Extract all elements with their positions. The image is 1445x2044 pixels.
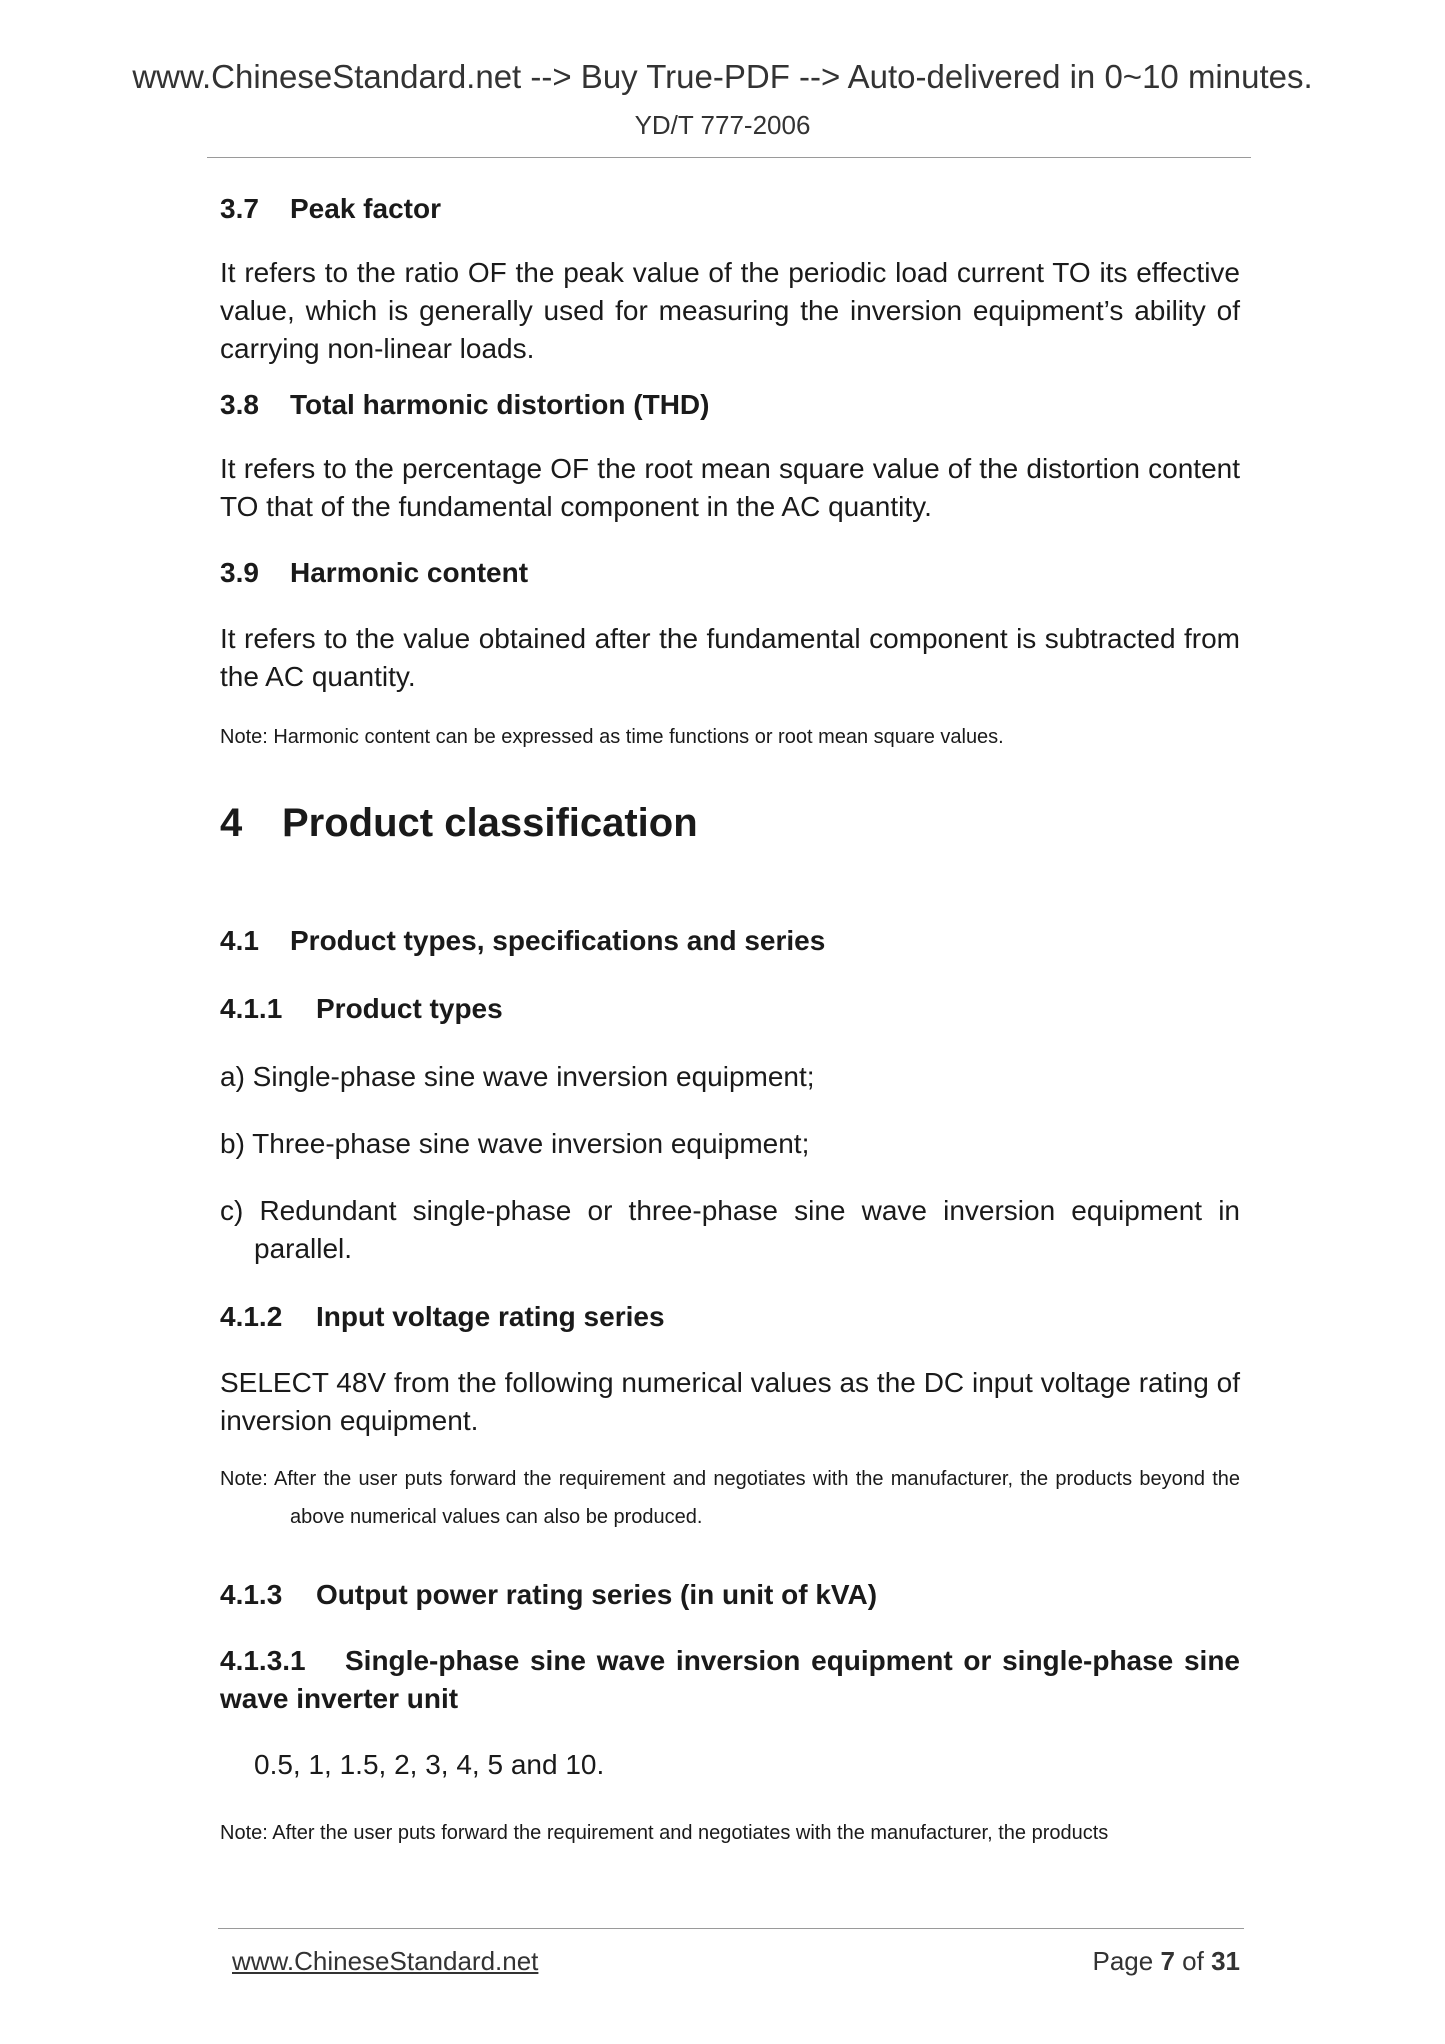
section-heading-3-9: 3.9 Harmonic content (220, 557, 529, 588)
section-heading-4-1: 4.1 Product types, specifications and series (220, 925, 826, 956)
footer-divider (218, 1928, 1244, 1929)
chapter-heading-4: 4 Product classification (220, 801, 698, 845)
section-body-3-9: It refers to the value obtained after the fundamental component is subtracted from the AC quantity. (220, 623, 1240, 692)
section-body-3-7: It refers to the ratio OF the peak value of the periodic load current TO its effective value, which is generally used for measuring the inversion equipment’s ability of carrying non-linear loads. (220, 257, 1240, 364)
section-body-3-8: It refers to the percentage OF the root mean square value of the distortion content TO that of the fundamental component in the AC quantity. (220, 453, 1240, 522)
section-heading-4-1-1: 4.1.1 Product types (220, 993, 503, 1024)
footer-site-link[interactable]: www.ChineseStandard.net (232, 1946, 539, 1976)
list-item: b) Three-phase sine wave inversion equipment; (220, 1128, 810, 1159)
section-heading-3-8: 3.8 Total harmonic distortion (THD) (220, 389, 710, 420)
section-heading-4-1-3: 4.1.3 Output power rating series (in unit of kVA) (220, 1579, 878, 1610)
section-heading-3-7: 3.7 Peak factor (220, 193, 441, 224)
header-divider (207, 157, 1251, 158)
section-heading-4-1-2: 4.1.2 Input voltage rating series (220, 1301, 665, 1332)
page-indicator: Page 7 of 31 (1092, 1946, 1240, 1976)
top-banner: www.ChineseStandard.net --> Buy True-PDF --> Auto-delivered in 0~10 minutes. (132, 58, 1313, 95)
section-body-4-1-2: SELECT 48V from the following numerical values as the DC input voltage rating of inversion equipment. (220, 1367, 1240, 1436)
section-note-3-9: Note: Harmonic content can be expressed as time functions or root mean square values. (220, 726, 1004, 748)
output-power-values: 0.5, 1, 1.5, 2, 3, 4, 5 and 10. (254, 1749, 605, 1780)
section-heading-4-1-3-1: 4.1.3.1 Single-phase sine wave inversion equipment or single-phase sine wave inverter unit (220, 1645, 1240, 1714)
list-item: c) Redundant single-phase or three-phase sine wave inversion equipment in parallel. (220, 1195, 1240, 1264)
section-note-4-1-3-1: Note: After the user puts forward the requirement and negotiates with the manufacturer, the products (220, 1822, 1109, 1844)
document-number: YD/T 777-2006 (634, 110, 811, 140)
list-item: a) Single-phase sine wave inversion equipment; (220, 1061, 815, 1092)
section-note-4-1-2: Note: After the user puts forward the requirement and negotiates with the manufacturer, the products beyond the above numerical values can also be produced. (220, 1468, 1240, 1528)
